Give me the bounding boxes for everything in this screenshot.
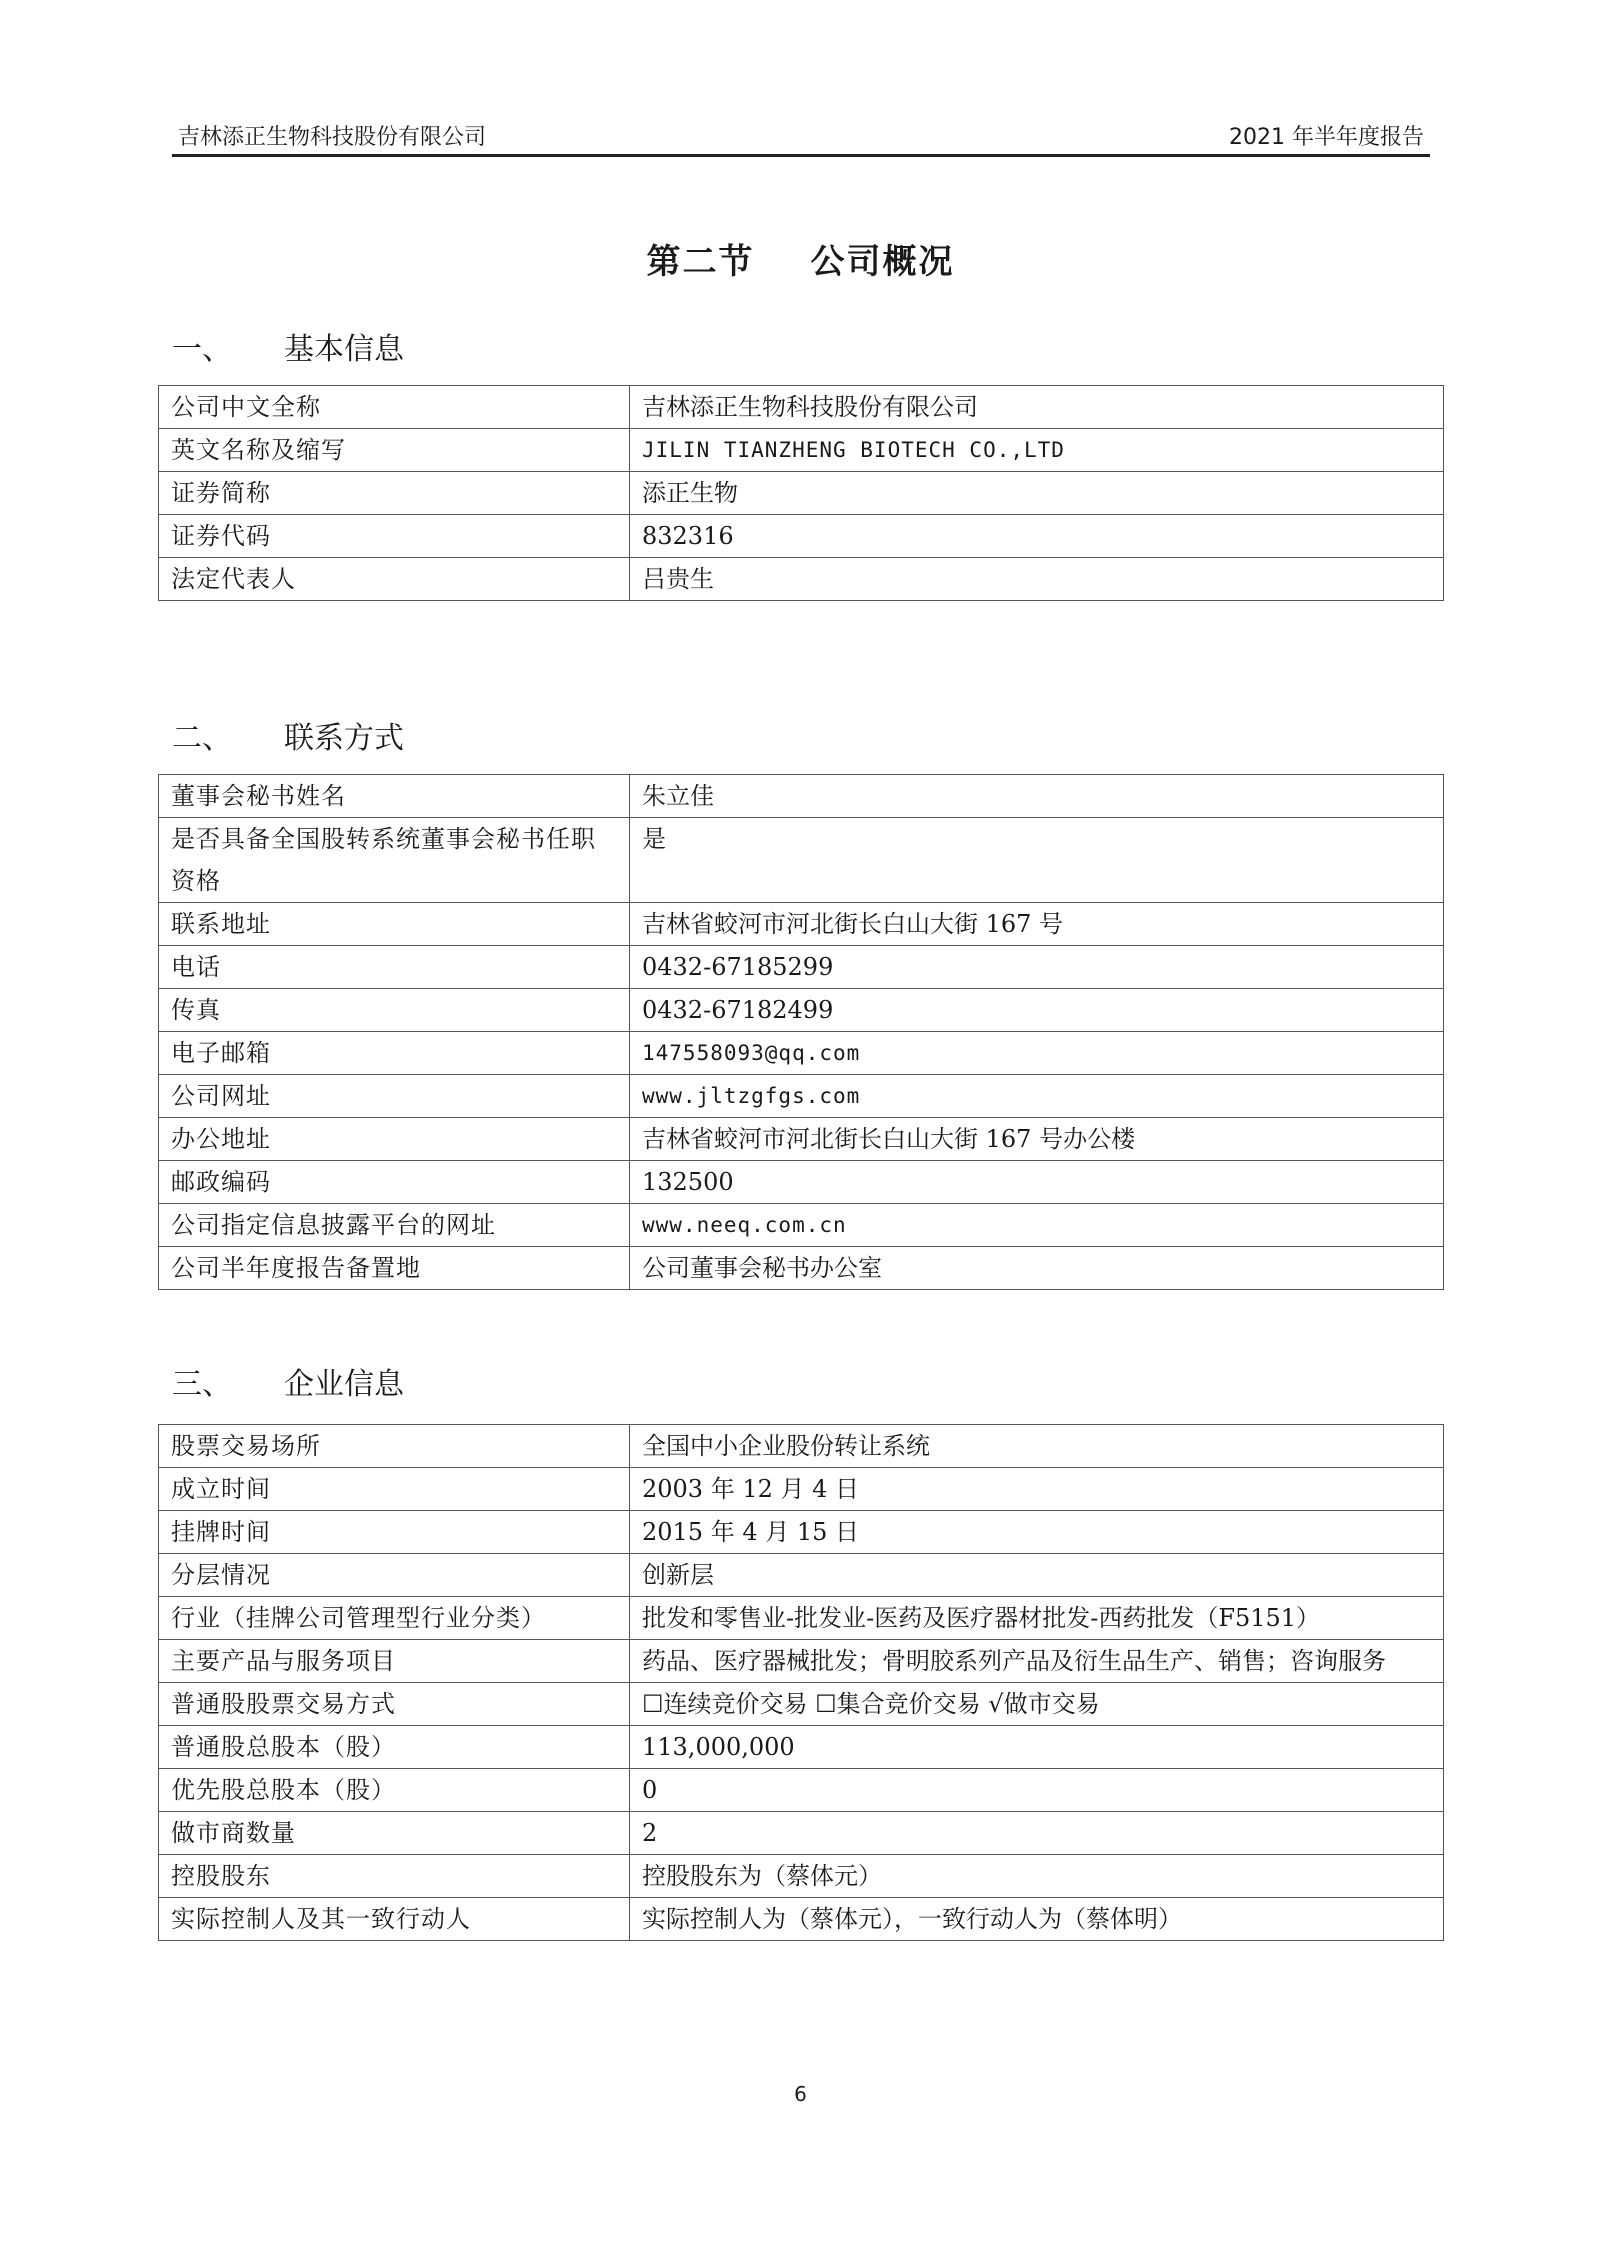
table-row: 传真 0432-67182499: [159, 989, 1444, 1032]
table-row: 主要产品与服务项目 药品、医疗器械批发；骨明胶系列产品及衍生品生产、销售；咨询服务: [159, 1640, 1444, 1683]
table-row: 做市商数量 2: [159, 1812, 1444, 1855]
table-row: 英文名称及缩写 JILIN TIANZHENG BIOTECH CO.,LTD: [159, 429, 1444, 472]
heading-enterprise: 三、 企业信息: [172, 1367, 404, 1402]
table-row: 公司中文全称 吉林添正生物科技股份有限公司: [159, 386, 1444, 429]
table-row: 办公地址 吉林省蛟河市河北街长白山大街 167 号办公楼: [159, 1118, 1444, 1161]
table-row: 优先股总股本（股） 0: [159, 1769, 1444, 1812]
heading-basic-info: 一、 基本信息: [172, 332, 404, 367]
header-company: 吉林添正生物科技股份有限公司: [178, 125, 487, 150]
section-number: 第二节: [646, 242, 755, 282]
table-row: 证券简称 添正生物: [159, 472, 1444, 515]
table-row: 普通股总股本（股） 113,000,000: [159, 1726, 1444, 1769]
table-row: 电子邮箱 147558093@qq.com: [159, 1032, 1444, 1075]
table-row: 挂牌时间 2015 年 4 月 15 日: [159, 1511, 1444, 1554]
table-row: 控股股东 控股股东为（蔡体元）: [159, 1855, 1444, 1898]
table-row: 电话 0432-67185299: [159, 946, 1444, 989]
table-row: 分层情况 创新层: [159, 1554, 1444, 1597]
table-row: 行业（挂牌公司管理型行业分类） 批发和零售业-批发业-医药及医疗器材批发-西药批发（F5151）: [159, 1597, 1444, 1640]
page-number: 6: [794, 2082, 807, 2106]
heading-contact: 二、 联系方式: [172, 721, 404, 756]
page-header: [172, 118, 1430, 157]
table-row: 邮政编码 132500: [159, 1161, 1444, 1204]
disclosure-platform-link[interactable]: www.neeq.com.cn: [630, 1204, 1444, 1247]
table-row: 董事会秘书姓名 朱立佳: [159, 775, 1444, 818]
section-name: 公司概况: [810, 242, 955, 282]
table-row: 联系地址 吉林省蛟河市河北街长白山大街 167 号: [159, 903, 1444, 946]
table-row: 公司半年度报告备置地 公司董事会秘书办公室: [159, 1247, 1444, 1290]
section-title: [0, 234, 1601, 283]
table-row: 成立时间 2003 年 12 月 4 日: [159, 1468, 1444, 1511]
table-row: 普通股股票交易方式 ☐连续竞价交易 ☐集合竞价交易 √做市交易: [159, 1683, 1444, 1726]
table-row: 是否具备全国股转系统董事会秘书任职资格 是: [159, 818, 1444, 903]
table-row: 公司指定信息披露平台的网址 www.neeq.com.cn: [159, 1204, 1444, 1247]
table-row: 证券代码 832316: [159, 515, 1444, 558]
table-row: 公司网址 www.jltzgfgs.com: [159, 1075, 1444, 1118]
header-report: 2021 年半年度报告: [1229, 125, 1424, 150]
contact-table: [158, 774, 1444, 1290]
website-link[interactable]: www.jltzgfgs.com: [630, 1075, 1444, 1118]
trading-method-options: ☐连续竞价交易 ☐集合竞价交易 √做市交易: [630, 1683, 1444, 1726]
basic-info-table: [158, 385, 1444, 601]
table-row: 法定代表人 吕贵生: [159, 558, 1444, 601]
enterprise-table: [158, 1424, 1444, 1941]
table-row: 股票交易场所 全国中小企业股份转让系统: [159, 1425, 1444, 1468]
email-link[interactable]: 147558093@qq.com: [630, 1032, 1444, 1075]
table-row: 实际控制人及其一致行动人 实际控制人为（蔡体元），一致行动人为（蔡体明）: [159, 1898, 1444, 1941]
